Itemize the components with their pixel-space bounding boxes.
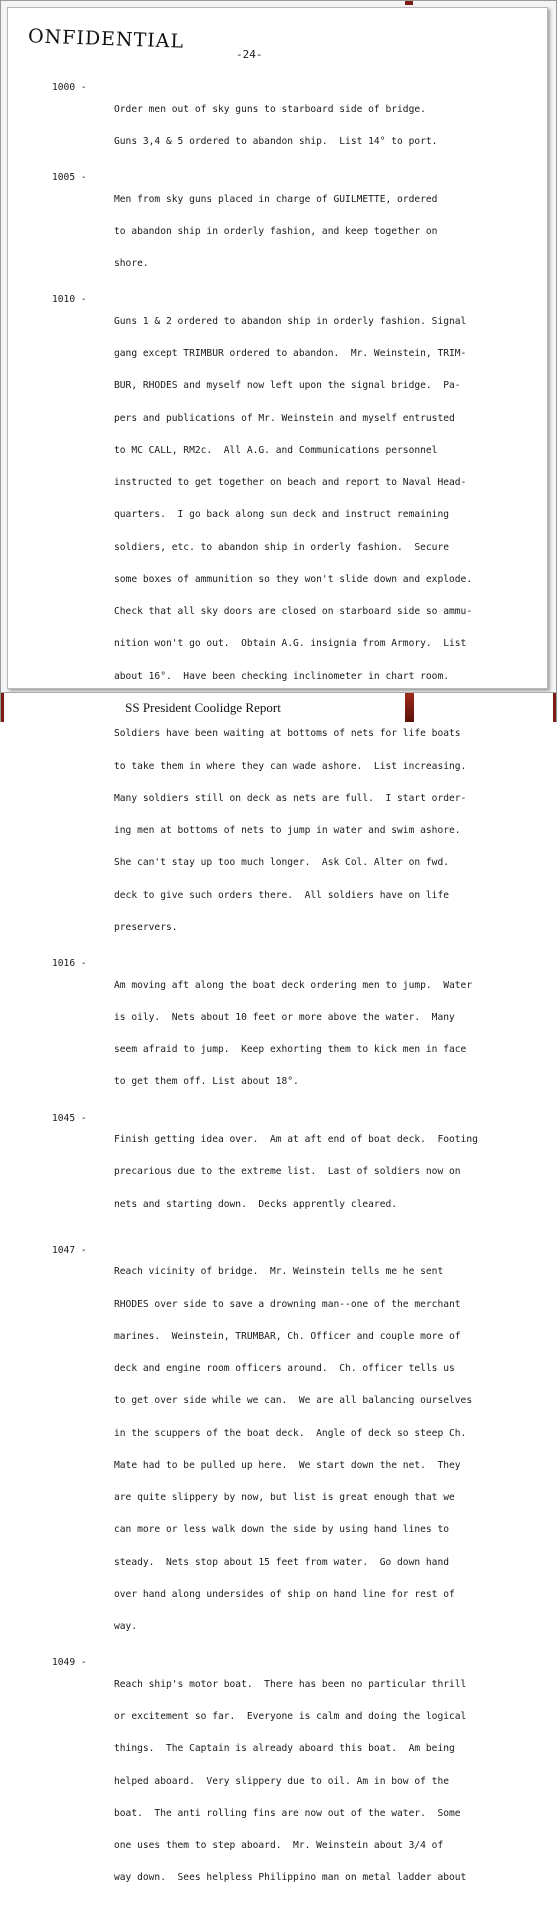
- entry-line: Guns 1 & 2 ordered to abandon ship in orderly fashion. Signal: [114, 315, 467, 327]
- entry-line: helped aboard. Very slippery due to oil. Am in bow of the: [114, 1775, 450, 1787]
- log-entry: [52, 83, 512, 169]
- entry-line: nition won't go out. Obtain A.G. insignia from Armory. List: [114, 638, 467, 650]
- entry-text: [114, 83, 437, 169]
- log-entry: [52, 959, 512, 1110]
- entry-time: 1045 -: [52, 1112, 87, 1124]
- entry-line: Reach vicinity of bridge. Mr. Weinstein tells me he sent: [114, 1266, 444, 1278]
- entry-line: way.: [114, 1621, 138, 1632]
- entry-line: Am moving aft along the boat deck ordering men to jump. Water: [114, 979, 473, 991]
- entry-time: 1016 -: [52, 958, 87, 969]
- entry-line: precarious due to the extreme list. Last of soldiers now on: [114, 1166, 461, 1178]
- entry-line: Reach ship's motor boat. There has been no particular thrill: [114, 1678, 467, 1690]
- entry-line: to get over side while we can. We are all balancing ourselves: [114, 1395, 473, 1407]
- log-entry: [52, 1246, 512, 1655]
- footer-accent-right: [553, 693, 556, 722]
- entry-line: things. The Captain is already aboard this boat. Am being: [114, 1743, 455, 1755]
- entry-time: 1010 -: [52, 294, 87, 306]
- entry-line: Check that all sky doors are closed on starboard side so ammu-: [114, 606, 473, 617]
- entry-text: [114, 295, 472, 704]
- entry-line: soldiers, etc. to abandon ship in orderly fashion. Secure: [114, 541, 450, 553]
- entry-time: 1049 -: [52, 1657, 87, 1669]
- entry-time: 1047 -: [52, 1244, 87, 1256]
- entry-line: one uses them to step aboard. Mr. Weinstein about 3/4 of: [114, 1840, 444, 1851]
- entry-line: Finish getting idea over. Am at aft end of boat deck. Footing: [114, 1134, 478, 1145]
- spacer: [52, 1236, 512, 1246]
- entry-line: Order men out of sky guns to starboard side of bridge.: [114, 103, 426, 115]
- entry-line: are quite slippery by now, but list is great enough that we: [114, 1492, 455, 1503]
- log-entries: [52, 83, 512, 1910]
- entry-line: can more or less walk down the side by using hand lines to: [114, 1524, 450, 1536]
- entry-line: gang except TRIMBUR ordered to abandon. Mr. Weinstein, TRIM-: [114, 348, 467, 359]
- entry-text: [114, 1114, 478, 1232]
- entry-line: deck and engine room officers around. Ch. officer tells us: [114, 1363, 455, 1374]
- entry-line: is oily. Nets about 10 feet or more above the water. Many: [114, 1011, 455, 1023]
- entry-line: shore.: [114, 258, 149, 269]
- entry-line: She can't stay up too much longer. Ask Col. Alter on fwd.: [114, 857, 450, 869]
- entry-text: [114, 1658, 466, 1905]
- entry-line: boat. The anti rolling fins are now out of the water. Some: [114, 1807, 461, 1819]
- entry-line: nets and starting down. Decks apprently cleared.: [114, 1198, 398, 1210]
- top-accent: [405, 1, 413, 5]
- entry-line: marines. Weinstein, TRUMBAR, Ch. Officer and couple more of: [114, 1330, 461, 1342]
- entry-time: 1000 -: [52, 82, 87, 93]
- entry-line: way down. Sees helpless Philippino man on metal ladder about: [114, 1872, 467, 1884]
- log-entry: [52, 295, 512, 704]
- entry-line: over hand along undersides of ship on hand line for rest of: [114, 1588, 455, 1600]
- entry-line: or excitement so far. Everyone is calm and doing the logical: [114, 1711, 467, 1722]
- entry-text: [114, 708, 466, 955]
- entry-text: [114, 959, 472, 1110]
- log-entry: [52, 708, 512, 955]
- entry-line: to MC CALL, RM2c. All A.G. and Communications personnel: [114, 444, 438, 456]
- entry-line: quarters. I go back along sun deck and instruct remaining: [114, 509, 450, 521]
- entry-line: about 16°. Have been checking inclinometer in chart room.: [114, 670, 450, 682]
- entry-time: [52, 708, 114, 955]
- footer-title: SS President Coolidge Report: [125, 700, 281, 715]
- entry-text: [114, 173, 437, 291]
- entry-line: ing men at bottoms of nets to jump in water and swim ashore.: [114, 825, 461, 836]
- entry-line: preservers.: [114, 921, 178, 933]
- entry-line: steady. Nets stop about 15 feet from water. Go down hand: [114, 1556, 450, 1568]
- entry-line: to abandon ship in orderly fashion, and keep together on: [114, 225, 438, 237]
- entry-line: pers and publications of Mr. Weinstein and myself entrusted: [114, 412, 455, 424]
- entry-line: to get them off. List about 18°.: [114, 1076, 299, 1088]
- footer-accent-divider: [405, 693, 414, 722]
- log-entry: [52, 1114, 512, 1232]
- entry-line: Men from sky guns placed in charge of GUILMETTE, ordered: [114, 193, 438, 205]
- log-entry: [52, 1658, 512, 1905]
- entry-line: deck to give such orders there. All soldiers have on life: [114, 889, 450, 901]
- entry-line: Soldiers have been waiting at bottoms of nets for life boats: [114, 728, 461, 740]
- entry-line: BUR, RHODES and myself now left upon the signal bridge. Pa-: [114, 380, 461, 392]
- entry-line: seem afraid to jump. Keep exhorting them to kick men in face: [114, 1044, 467, 1055]
- entry-line: Mate had to be pulled up here. We start down the net. They: [114, 1459, 461, 1471]
- confidential-stamp: ONFIDENTIAL: [27, 25, 185, 53]
- entry-line: in the scuppers of the boat deck. Angle of deck so steep Ch.: [114, 1427, 467, 1439]
- entry-line: RHODES over side to save a drowning man--one of the merchant: [114, 1298, 461, 1310]
- entry-line: to take them in where they can wade ashore. List increasing.: [114, 760, 467, 772]
- footer-bar: [1, 692, 556, 722]
- log-entry: [52, 173, 512, 291]
- entry-line: instructed to get together on beach and report to Naval Head-: [114, 477, 467, 488]
- entry-line: some boxes of ammunition so they won't slide down and explode.: [114, 573, 473, 585]
- entry-line: Guns 3,4 & 5 ordered to abandon ship. List 14° to port.: [114, 135, 438, 147]
- page-number: -24-: [236, 48, 263, 61]
- entry-line: Many soldiers still on deck as nets are full. I start order-: [114, 792, 467, 804]
- entry-text: [114, 1246, 472, 1655]
- entry-time: 1005 -: [52, 172, 87, 183]
